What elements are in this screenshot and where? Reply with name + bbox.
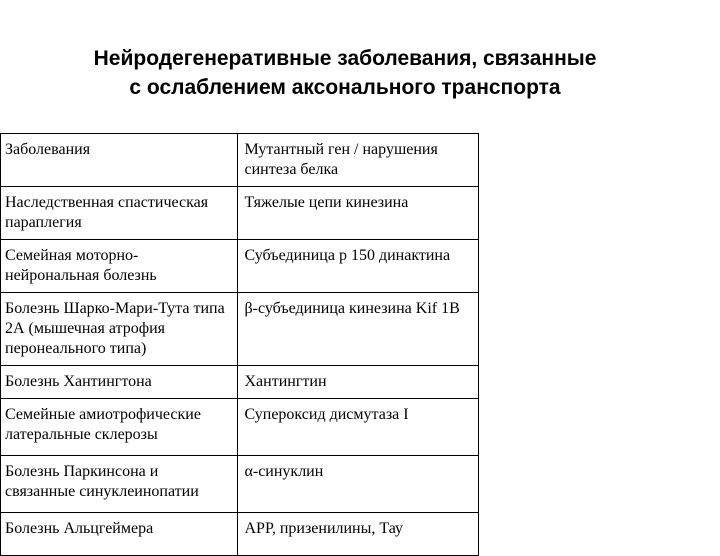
gene-cell: Супероксид дисмутаза I [238,399,479,456]
gene-cell: Субъединица р 150 динактина [238,240,479,293]
disease-cell: Семейные амиотрофические латеральные склерозы [1,399,238,456]
gene-cell: Хантингтин [238,366,479,399]
table-row [1,366,479,399]
table-row [1,240,479,293]
page-title-line-1: Нейродегенеративные заболевания, связанные [93,47,597,70]
page-title [0,44,690,102]
disease-cell: Болезнь Альцгеймера [1,513,238,556]
gene-cell: Тяжелые цепи кинезина [238,187,479,240]
table-row [1,399,479,456]
header-cell-diseases: Заболевания [1,134,238,187]
disease-cell: Семейная моторно-нейрональная болезнь [1,240,238,293]
table-row [1,293,479,366]
disease-cell: Болезнь Шарко-Мари-Тута типа 2А (мышечная атрофия перонеального типа) [1,293,238,366]
gene-cell: α-синуклин [238,456,479,513]
gene-cell: β-субъединица кинезина Kif 1B [238,293,479,366]
table-row [1,187,479,240]
disease-cell: Болезнь Хантингтона [1,366,238,399]
table-row [1,513,479,556]
disease-gene-table [0,133,479,556]
gene-cell: АРР, призенилины, Тау [238,513,479,556]
page-title-line-2: с ослаблением аксонального транспорта [129,76,561,99]
disease-cell: Болезнь Паркинсона и связанные синуклеинопатии [1,456,238,513]
table-row [1,456,479,513]
disease-cell: Наследственная спастическая параплегия [1,187,238,240]
table-header-row [1,134,479,187]
header-cell-mutant-gene: Мутантный ген / нарушения синтеза белка [238,134,479,187]
